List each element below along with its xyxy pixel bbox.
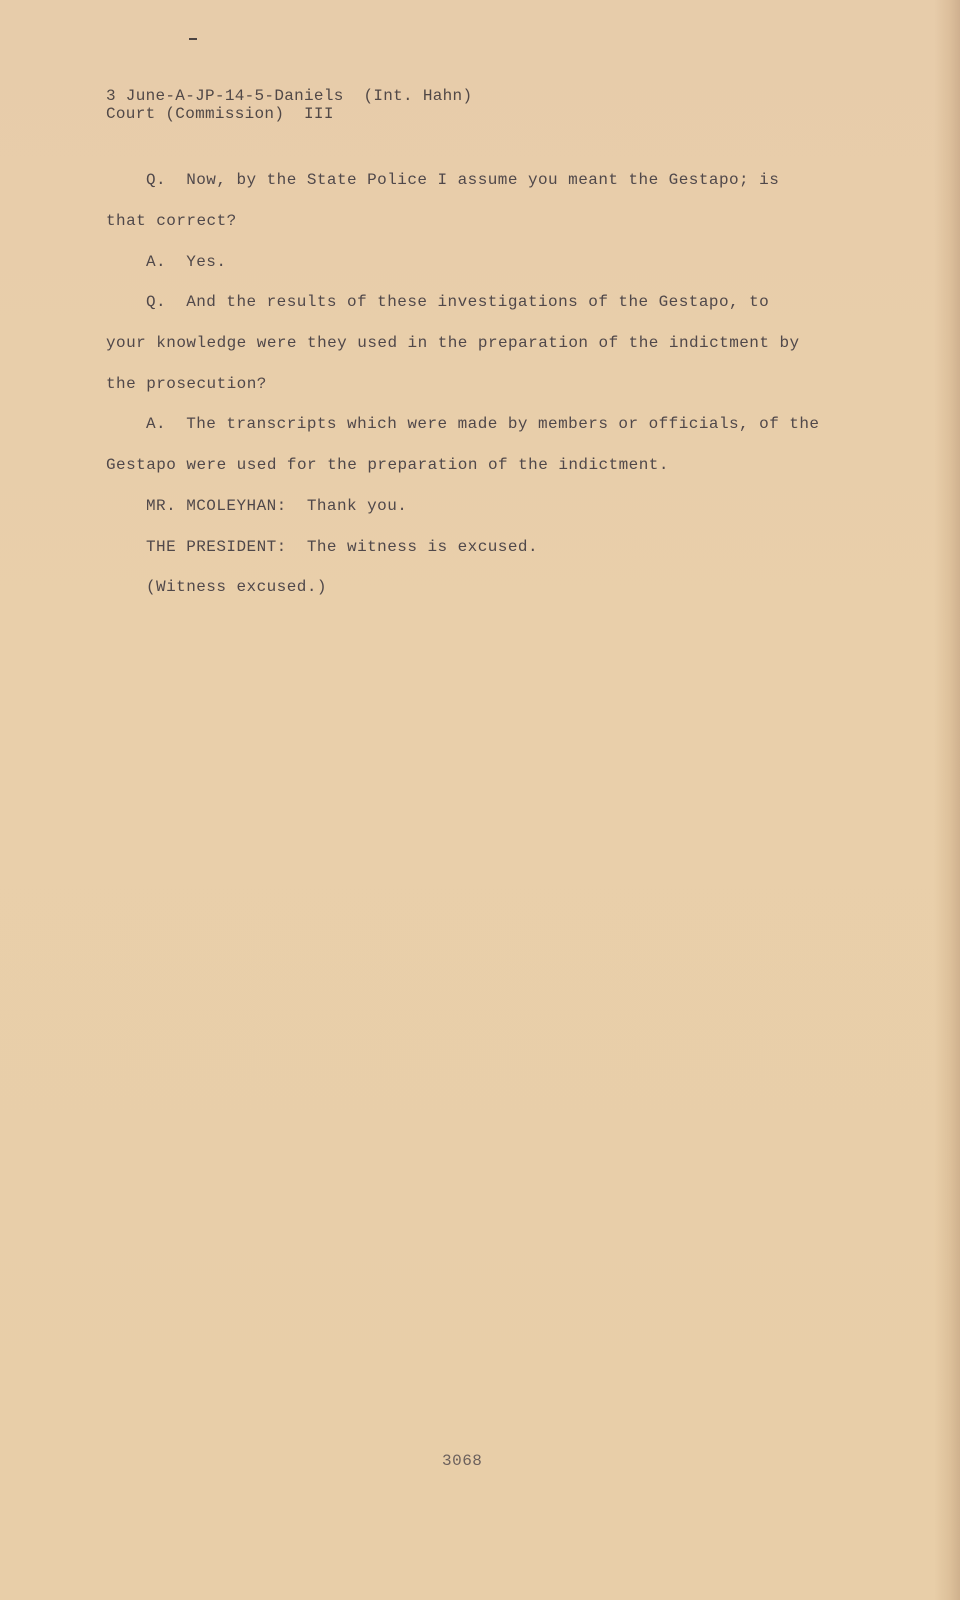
transcript-header bbox=[106, 87, 472, 123]
top-dash-mark bbox=[189, 38, 197, 40]
answer-1: A. Yes. bbox=[146, 253, 227, 271]
header-line-1: 3 June-A-JP-14-5-Daniels (Int. Hahn) bbox=[106, 87, 473, 105]
question-2-line-1: Q. And the results of these investigations of the Gestapo, to bbox=[146, 293, 770, 311]
page-edge-shadow bbox=[934, 0, 960, 1600]
question-2-line-3: the prosecution? bbox=[106, 375, 267, 393]
statement-president: THE PRESIDENT: The witness is excused. bbox=[146, 538, 539, 556]
question-1-line-1: Q. Now, by the State Police I assume you meant the Gestapo; is bbox=[146, 171, 780, 189]
question-2-line-2: your knowledge were they used in the preparation of the indictment by bbox=[106, 334, 800, 352]
page-number: 3068 bbox=[442, 1452, 483, 1470]
question-1-line-2: that correct? bbox=[106, 212, 237, 230]
statement-mr: MR. MCOLEYHAN: Thank you. bbox=[146, 497, 408, 515]
answer-2-line-1: A. The transcripts which were made by members or officials, of the bbox=[146, 415, 820, 433]
header-line-2: Court (Commission) III bbox=[106, 105, 334, 123]
statement-witness-excused: (Witness excused.) bbox=[146, 578, 327, 596]
answer-2-line-2: Gestapo were used for the preparation of the indictment. bbox=[106, 456, 669, 474]
